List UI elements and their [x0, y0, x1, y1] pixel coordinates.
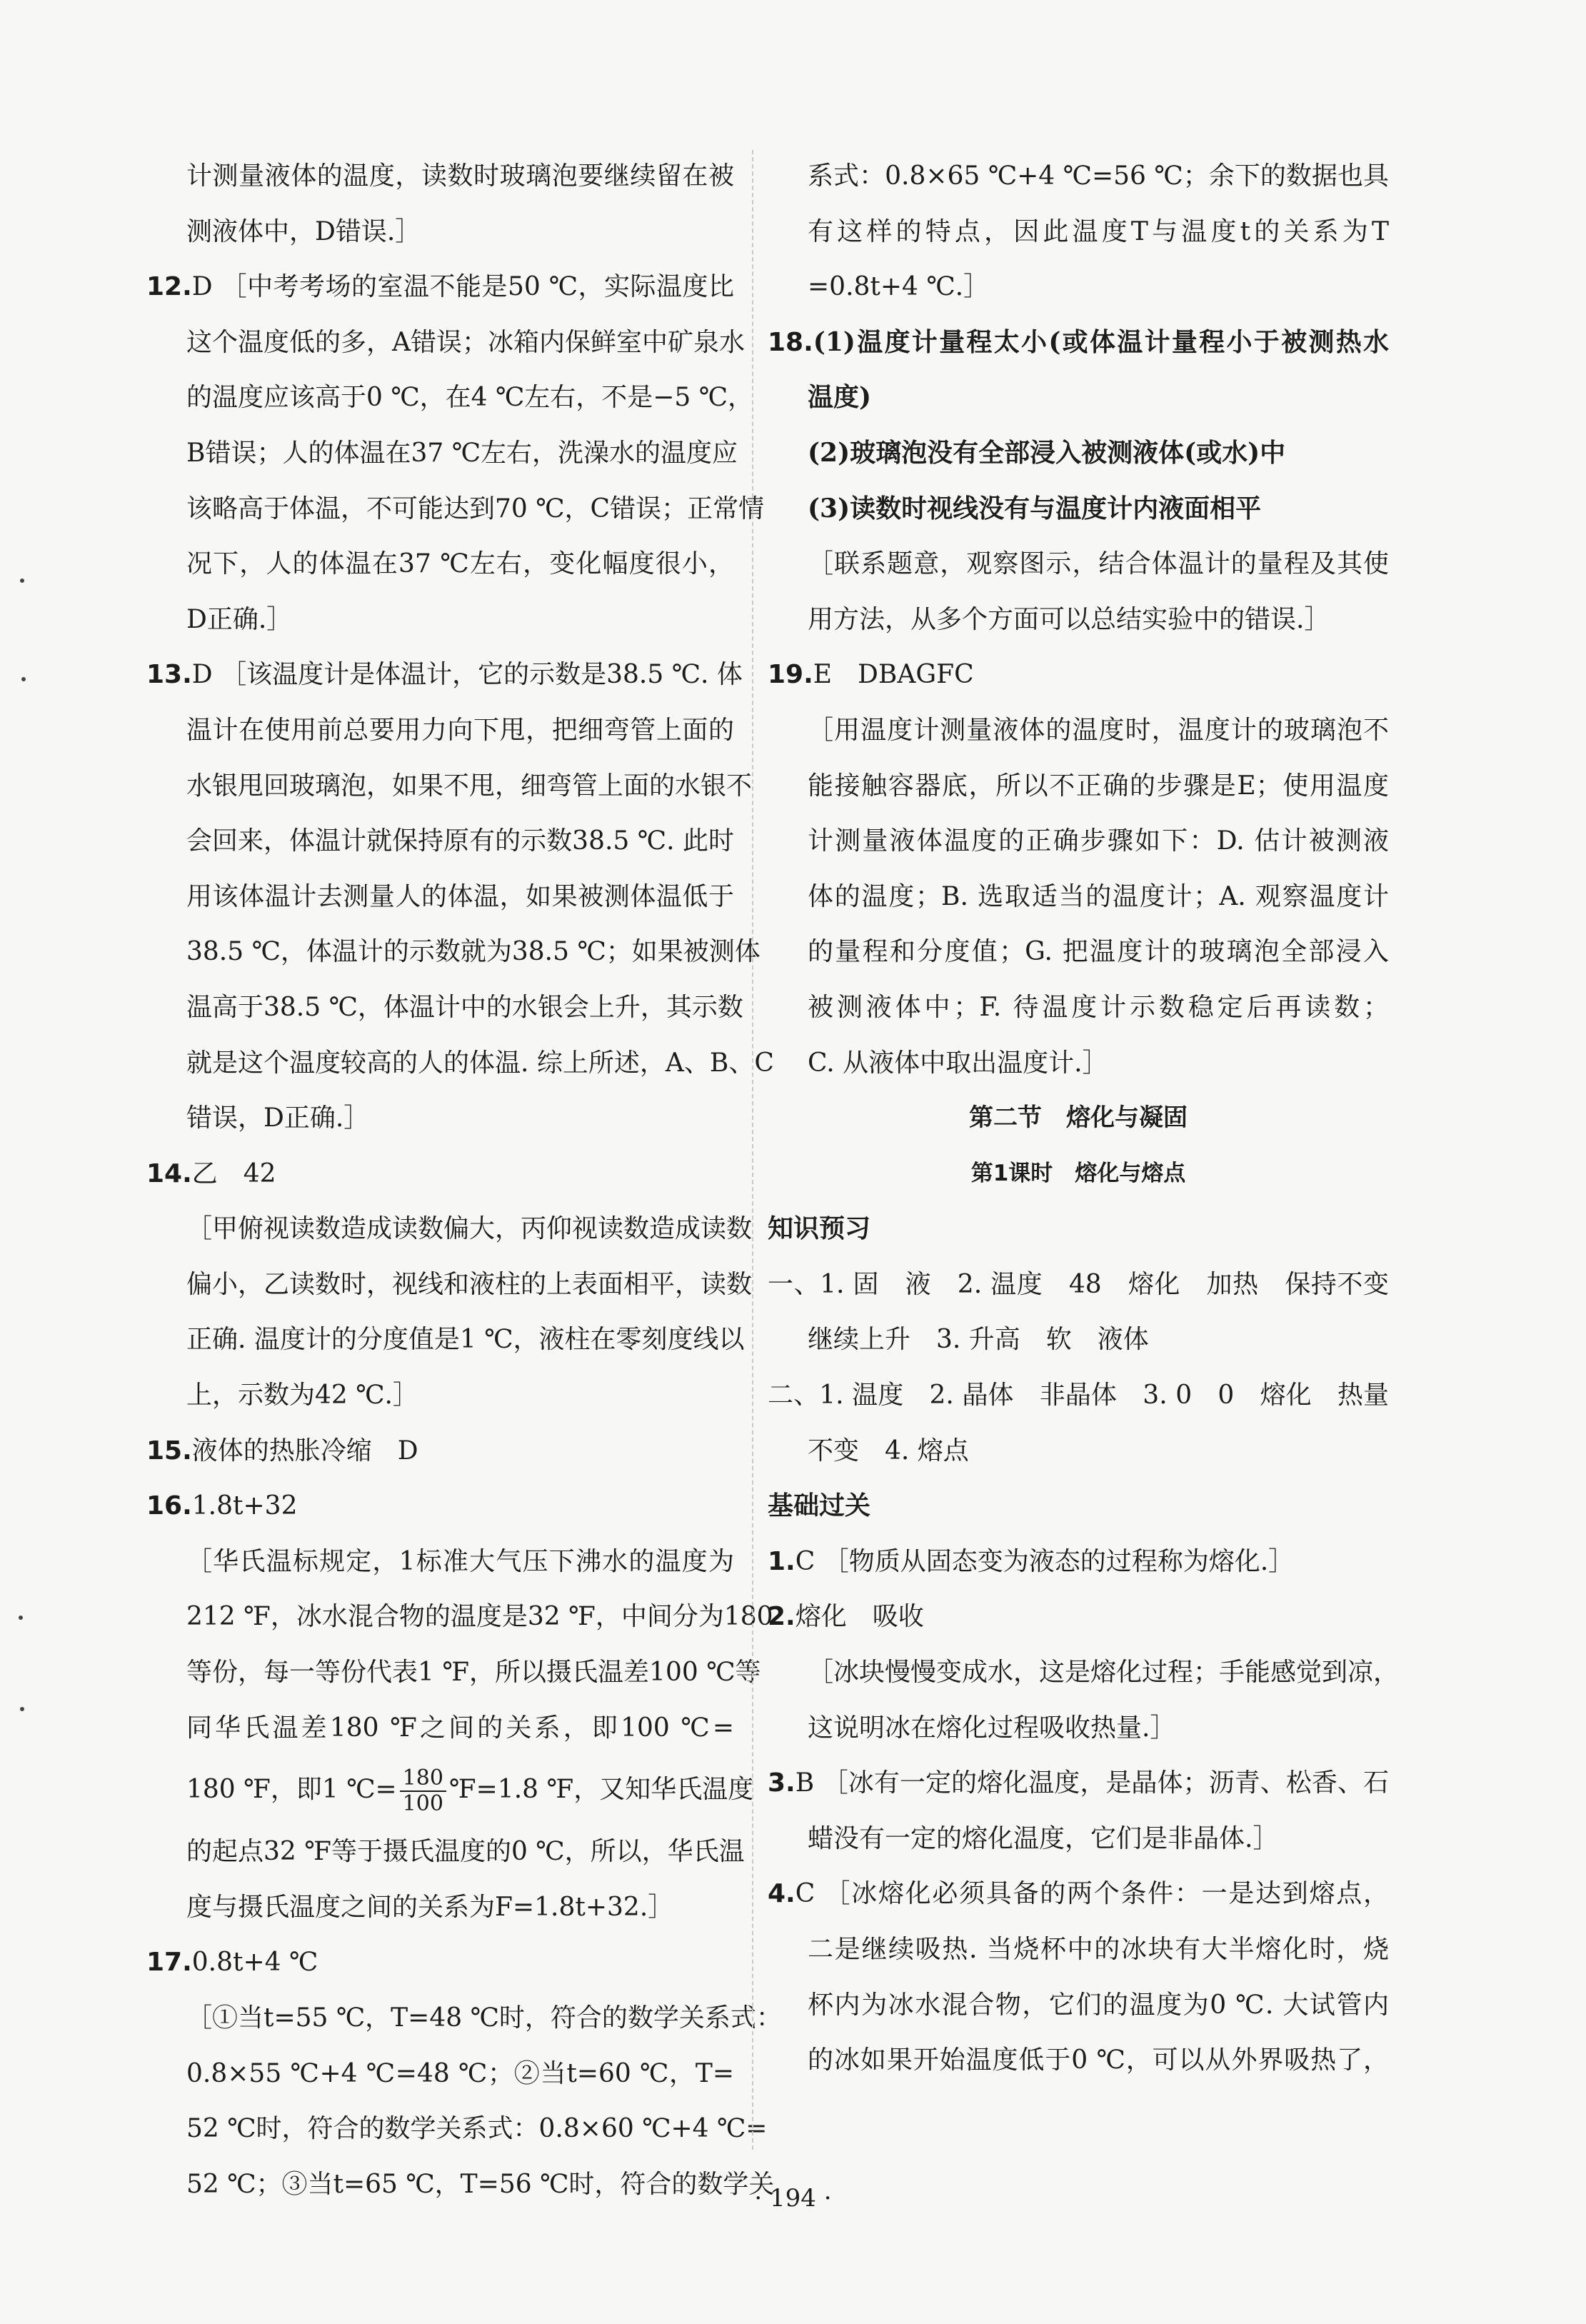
- item-number: 1.: [768, 1546, 795, 1576]
- answer-text-line: [146, 1257, 753, 1313]
- answer-text-line: [768, 1701, 1389, 1756]
- answer-item: [146, 1935, 734, 1990]
- answer-text-line: [768, 1036, 1389, 1091]
- item-number: 19.: [768, 660, 813, 690]
- line-text: 用该体温计去测量人的体温，如果被测体温低于: [186, 881, 734, 911]
- answer-text-line: [146, 204, 734, 260]
- line-text: ［①当t=55 ℃，T=48 ℃时，符合的数学关系式：: [186, 2003, 782, 2033]
- item-number: 4.: [768, 1879, 795, 1909]
- margin-mark: [20, 579, 24, 583]
- line-text: 温高于38.5 ℃，体温计中的水银会上升，其示数: [186, 992, 743, 1022]
- item-number: 3.: [768, 1768, 795, 1798]
- answer-text-line: [768, 370, 1389, 426]
- item-number: 18.: [768, 327, 813, 357]
- line-text: 水银甩回玻璃泡，如果不甩，细弯管上面的水银不: [186, 771, 753, 801]
- line-text: 这个温度低的多，A错误；冰箱内保鲜室中矿泉水: [186, 327, 745, 357]
- column-divider: [752, 150, 753, 2150]
- answer-text-line: [146, 1990, 782, 2046]
- answer-text-line: [146, 536, 734, 592]
- line-text: 液体的热胀冷缩 D: [191, 1436, 418, 1466]
- answer-text-line: [146, 1368, 734, 1423]
- fraction-denominator: 100: [402, 1791, 443, 1817]
- answer-text-line: [768, 813, 1389, 869]
- line-text: 180 ℉，即1 ℃=: [186, 1775, 397, 1805]
- answer-item: [768, 1589, 1389, 1645]
- line-text: 就是这个温度较高的人的体温. 综上所述，A、B、C: [186, 1048, 774, 1078]
- line-text: 温度): [808, 382, 872, 413]
- line-text: C. 从液体中取出温度计.］: [808, 1048, 1108, 1078]
- margin-mark: [20, 1707, 24, 1711]
- answer-text-line: [146, 1534, 734, 1590]
- answer-text-line: [146, 1312, 745, 1368]
- answer-text-line: [146, 481, 765, 537]
- answer-text-line: [768, 592, 1389, 648]
- answer-text-line: [146, 813, 734, 869]
- line-text: 体的温度；B. 选取适当的温度计；A. 观察温度计: [808, 881, 1389, 911]
- line-text: B错误；人的体温在37 ℃左右，洗澡水的温度应: [186, 438, 738, 468]
- line-text: D ［该温度计是体温计，它的示数是38.5 ℃. 体: [191, 660, 743, 690]
- answer-text-line: [768, 1312, 1389, 1368]
- line-text: 212 ℉，冰水混合物的温度是32 ℉，中间分为180: [186, 1602, 773, 1632]
- line-text: 熔化 吸收: [795, 1602, 924, 1632]
- answer-text-line: [146, 869, 734, 925]
- answer-text-line: [146, 758, 753, 814]
- line-text: 等份，每一等份代表1 ℉，所以摄氏温差100 ℃等: [186, 1658, 761, 1688]
- line-text: (1)温度计量程太小(或体温计量程小于被测热水: [813, 326, 1389, 357]
- line-text: 况下，人的体温在37 ℃左右，变化幅度很小，: [186, 549, 734, 579]
- answer-text-line: [768, 703, 1389, 758]
- section-heading: 第二节 熔化与凝固: [969, 1103, 1188, 1133]
- subsection-label: 知识预习: [768, 1214, 871, 1244]
- answer-text-line: [768, 149, 1389, 204]
- line-text: 计测量液体的温度，读数时玻璃泡要继续留在被: [186, 161, 734, 191]
- line-text: 度与摄氏温度之间的关系为F=1.8t+32.］: [186, 1892, 674, 1922]
- left-column: [146, 149, 782, 2212]
- line-text: 蜡没有一定的熔化温度，它们是非晶体.］: [808, 1823, 1279, 1853]
- line-text: 0.8t+4 ℃: [191, 1948, 318, 1978]
- line-text: 被测液体中；F. 待温度计示数稳定后再读数；: [808, 992, 1389, 1022]
- answer-text-line: [146, 1201, 753, 1257]
- line-text: C ［物质从固态变为液态的过程称为熔化.］: [795, 1546, 1295, 1576]
- line-text-after: ℉=1.8 ℉，又知华氏温度: [448, 1775, 754, 1805]
- answer-text-line: [768, 204, 1389, 260]
- line-text: D ［中考考场的室温不能是50 ℃，实际温度比: [191, 272, 734, 302]
- line-text: 能接触容器底，所以不正确的步骤是E；使用温度: [808, 771, 1389, 801]
- line-text: 的起点32 ℉等于摄氏温度的0 ℃，所以，华氏温: [186, 1837, 745, 1867]
- answer-text-line: [146, 1645, 761, 1701]
- answer-text-line: [768, 1978, 1389, 2033]
- line-text: 偏小，乙读数时，视线和液柱的上表面相平，读数: [186, 1269, 753, 1299]
- answer-text-line: [146, 315, 745, 371]
- line-text: 测液体中，D错误.］: [186, 216, 421, 246]
- line-text: 38.5 ℃，体温计的示数就为38.5 ℃；如果被测体: [186, 937, 761, 967]
- item-number: 15.: [146, 1436, 192, 1466]
- answer-item: [146, 259, 734, 315]
- answer-text-line: [146, 1091, 734, 1146]
- line-text: 52 ℃；③当t=65 ℃，T=56 ℃时，符合的数学关: [186, 2169, 775, 2199]
- line-text: 该略高于体温，不可能达到70 ℃，C错误；正常情: [186, 494, 765, 524]
- answer-text-line: [146, 1755, 754, 1824]
- line-text: ［联系题意，观察图示，结合体温计的量程及其使: [808, 549, 1389, 579]
- answer-item: [768, 1534, 1389, 1590]
- line-text: 上，示数为42 ℃.］: [186, 1381, 418, 1411]
- answer-text-line: [146, 1880, 734, 1935]
- section-heading: 第1课时 熔化与熔点: [970, 1160, 1186, 1186]
- right-column: [768, 149, 1400, 2088]
- answer-text-line: [768, 758, 1389, 814]
- line-text: ［甲俯视读数造成读数偏大，丙仰视读数造成读数: [186, 1214, 753, 1244]
- item-number: 17.: [146, 1948, 192, 1978]
- fraction: [400, 1766, 446, 1816]
- answer-text-line: [768, 2033, 1389, 2088]
- line-text: 的冰如果开始温度低于0 ℃，可以从外界吸热了，: [808, 2045, 1389, 2075]
- margin-mark: [19, 1616, 23, 1620]
- answer-text-line: [768, 1811, 1389, 1867]
- answer-text-line: [146, 703, 734, 758]
- line-text: 继续上升 3. 升高 软 液体: [808, 1325, 1149, 1355]
- answer-text-line: [146, 149, 734, 204]
- item-number: 12.: [146, 272, 192, 302]
- line-text: 的量程和分度值；G. 把温度计的玻璃泡全部浸入: [808, 937, 1389, 967]
- answer-text-line: [768, 259, 1389, 315]
- answer-text-line: [146, 1589, 773, 1645]
- line-text: E DBAGFC: [813, 660, 974, 690]
- answer-item: [768, 1755, 1389, 1811]
- answer-text-line: [146, 592, 734, 648]
- page-number: · 194 ·: [754, 2184, 832, 2213]
- answer-text-line: [768, 426, 1389, 481]
- answer-item: [146, 1146, 734, 1202]
- line-text: 会回来，体温计就保持原有的示数38.5 ℃. 此时: [186, 826, 734, 856]
- answer-text-line: [146, 1824, 745, 1880]
- answer-text-line: [146, 980, 743, 1036]
- line-text: (2)玻璃泡没有全部浸入被测液体(或水)中: [808, 437, 1286, 468]
- line-text: 52 ℃时，符合的数学关系式：0.8×60 ℃+4 ℃=: [186, 2114, 768, 2144]
- line-text: (3)读数时视线没有与温度计内液面相平: [808, 493, 1262, 524]
- item-number: 13.: [146, 660, 192, 690]
- line-text: 1.8t+32: [191, 1491, 298, 1521]
- line-text: 二是继续吸热. 当烧杯中的冰块有大半熔化时，烧: [808, 1935, 1389, 1964]
- answer-text-line: [768, 980, 1389, 1036]
- line-text: =0.8t+4 ℃.］: [808, 272, 990, 302]
- answer-text-line: [146, 924, 761, 980]
- item-number: 16.: [146, 1491, 192, 1521]
- line-text: 用方法，从多个方面可以总结实验中的错误.］: [808, 604, 1330, 634]
- line-text: 系式：0.8×65 ℃+4 ℃=56 ℃；余下的数据也具: [808, 161, 1389, 191]
- answer-item: [146, 647, 743, 703]
- answer-item: [768, 647, 1389, 703]
- answer-text-line: [146, 2046, 734, 2102]
- line-text: 温计在使用前总要用力向下甩，把细弯管上面的: [186, 715, 734, 745]
- line-text: 这说明冰在熔化过程吸收热量.］: [808, 1713, 1176, 1743]
- item-number: 14.: [146, 1158, 192, 1188]
- line-text: D正确.］: [186, 604, 293, 634]
- line-text: 错误，D正确.］: [186, 1103, 370, 1133]
- line-text: 乙 42: [191, 1158, 276, 1188]
- line-text: C ［冰熔化必须具备的两个条件：一是达到熔点，: [795, 1879, 1389, 1909]
- item-number: 2.: [768, 1602, 795, 1632]
- line-text: 不变 4. 熔点: [808, 1436, 969, 1466]
- answer-text-line: [146, 2101, 768, 2157]
- answer-text-line: [768, 924, 1389, 980]
- answer-item: [768, 1866, 1389, 1922]
- line-text: 正确. 温度计的分度值是1 ℃，液柱在零刻度线以: [186, 1325, 745, 1355]
- answer-text-line: [768, 1645, 1400, 1701]
- answer-text-line: [768, 1368, 1389, 1423]
- answer-text-line: [146, 1701, 734, 1756]
- line-text: ［用温度计测量液体的温度时，温度计的玻璃泡不: [808, 715, 1389, 745]
- margin-mark: [21, 677, 26, 681]
- answer-item: [146, 1478, 734, 1534]
- line-text: 有这样的特点，因此温度T与温度t的关系为T: [808, 216, 1389, 246]
- line-text: 同华氏温差180 ℉之间的关系，即100 ℃=: [186, 1713, 734, 1743]
- answer-text-line: [146, 370, 754, 426]
- line-text: ［华氏温标规定，1标准大气压下沸水的温度为: [186, 1546, 734, 1576]
- answer-item: [146, 1423, 734, 1479]
- answer-text-line: [768, 536, 1389, 592]
- subsection-label: 基础过关: [768, 1491, 871, 1521]
- answer-item: [768, 315, 1389, 371]
- answer-text-line: [768, 1257, 1389, 1313]
- line-text: 二、1. 温度 2. 晶体 非晶体 3. 0 0 熔化 热量: [768, 1381, 1389, 1411]
- line-text: 杯内为冰水混合物，它们的温度为0 ℃. 大试管内: [808, 1990, 1389, 2020]
- answer-text-line: [768, 481, 1389, 537]
- line-text: 的温度应该高于0 ℃，在4 ℃左右，不是−5 ℃，: [186, 383, 754, 413]
- answer-text-line: [146, 426, 738, 481]
- fraction-numerator: 180: [400, 1766, 446, 1792]
- line-text: B ［冰有一定的熔化温度，是晶体；沥青、松香、石: [795, 1768, 1389, 1798]
- line-text: 0.8×55 ℃+4 ℃=48 ℃；②当t=60 ℃，T=: [186, 2058, 734, 2088]
- line-text: 一、1. 固 液 2. 温度 48 熔化 加热 保持不变: [768, 1269, 1389, 1299]
- line-text: ［冰块慢慢变成水，这是熔化过程；手能感觉到凉，: [808, 1658, 1400, 1688]
- answer-text-line: [768, 1922, 1389, 1978]
- line-text: 计测量液体温度的正确步骤如下：D. 估计被测液: [808, 826, 1389, 856]
- answer-text-line: [768, 869, 1389, 925]
- answer-text-line: [768, 1423, 1389, 1479]
- answer-text-line: [146, 1036, 774, 1091]
